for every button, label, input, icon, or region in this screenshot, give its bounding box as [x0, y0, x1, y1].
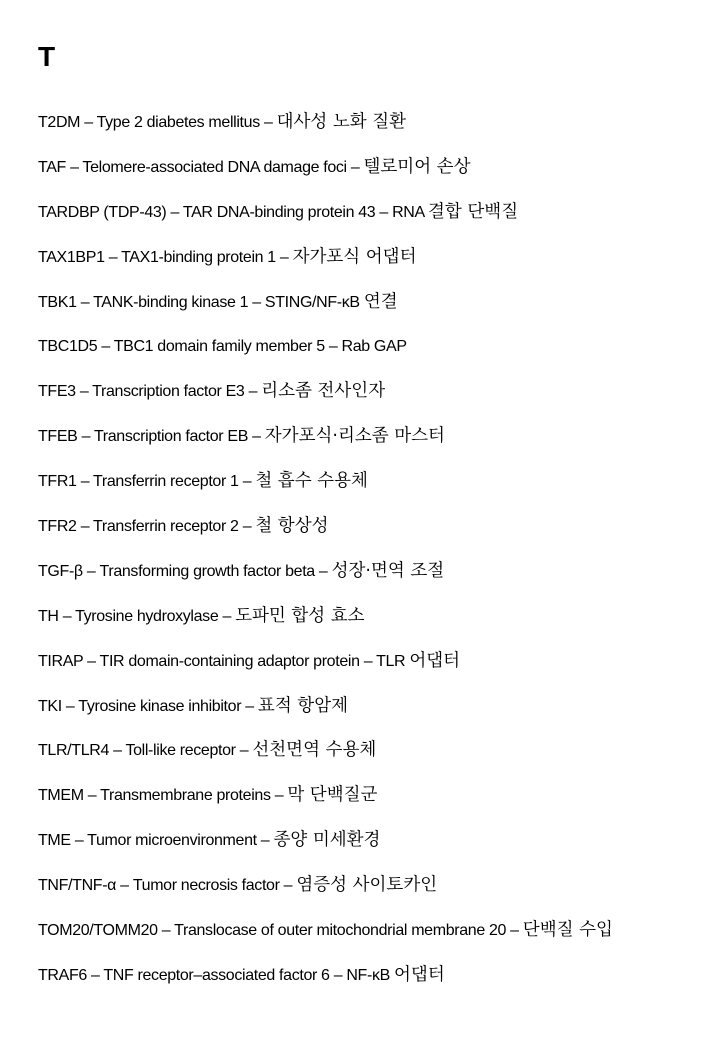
glossary-entry — [38, 959, 718, 1004]
glossary-entry — [38, 510, 718, 555]
glossary-entry — [38, 286, 718, 331]
entry-korean-gloss: 성장·면역 조절 — [331, 560, 445, 581]
entry-korean-gloss: 표적 항암제 — [257, 695, 349, 716]
entry-term: TIRAP – TIR domain-containing adaptor protein – TLR — [38, 652, 410, 670]
entry-korean-gloss: 자가포식 어댑터 — [292, 246, 417, 267]
entry-korean-gloss: 연결 — [363, 291, 398, 312]
entry-term: TH – Tyrosine hydroxylase – — [38, 607, 236, 625]
glossary-entry — [38, 465, 718, 510]
entry-term: TMEM – Transmembrane proteins – — [38, 787, 288, 805]
entry-korean-gloss: 자가포식·리소좀 마스터 — [264, 426, 445, 447]
entry-korean-gloss: 대사성 노화 질환 — [276, 112, 407, 132]
glossary-entry — [38, 330, 718, 375]
glossary-entry — [38, 779, 718, 824]
entry-term: TFR2 – Transferrin receptor 2 – — [38, 518, 256, 536]
glossary-entry — [38, 869, 718, 914]
entry-korean-gloss: 막 단백질군 — [287, 785, 378, 806]
entry-term: TAX1BP1 – TAX1-binding protein 1 – — [38, 248, 293, 266]
glossary-entry — [38, 690, 718, 735]
glossary-entry — [38, 106, 718, 151]
entry-term: TLR/TLR4 – Toll-like receptor – — [38, 742, 253, 760]
entry-term: TARDBP (TDP-43) – TAR DNA-binding protein 43 – RNA — [38, 203, 429, 221]
entry-korean-gloss: 리소좀 전사인자 — [261, 381, 386, 402]
entry-korean-gloss: 종양 미세환경 — [273, 830, 381, 851]
entry-term: TME – Tumor microenvironment – — [38, 832, 274, 850]
entry-korean-gloss: 어댑터 — [409, 650, 461, 671]
entry-korean-gloss: 염증성 사이토카인 — [296, 875, 438, 896]
entry-term: TBC1D5 – TBC1 domain family member 5 – Rab GAP — [38, 338, 407, 356]
glossary-entry — [38, 375, 718, 420]
glossary-entry — [38, 555, 718, 600]
entry-term: TFR1 – Transferrin receptor 1 – — [38, 473, 256, 491]
glossary-entry — [38, 824, 718, 869]
entry-korean-gloss: 텔로미어 손상 — [363, 156, 471, 177]
entry-term: TAF – Telomere-associated DNA damage foci – — [38, 158, 364, 176]
entry-term: TGF-β – Transforming growth factor beta – — [38, 562, 332, 580]
entry-term: TOM20/TOMM20 – Translocase of outer mitochondrial membrane 20 – — [38, 922, 523, 940]
entry-korean-gloss: 도파민 합성 효소 — [235, 605, 365, 626]
entry-korean-gloss: 철 흡수 수용체 — [255, 471, 368, 492]
glossary-entry — [38, 196, 718, 241]
glossary-entry-list — [38, 106, 718, 1004]
glossary-entry — [38, 151, 718, 196]
entry-korean-gloss: 철 항상성 — [255, 516, 329, 537]
entry-term: TKI – Tyrosine kinase inhibitor – — [38, 697, 258, 715]
glossary-entry — [38, 420, 718, 465]
entry-korean-gloss: 선천면역 수용체 — [252, 740, 377, 761]
glossary-entry — [38, 241, 718, 286]
entry-term: TFE3 – Transcription factor E3 – — [38, 383, 262, 401]
entry-korean-gloss: 결합 단백질 — [428, 201, 519, 222]
entry-term: TFEB – Transcription factor EB – — [38, 428, 265, 446]
glossary-entry — [38, 914, 718, 959]
section-letter-heading: T — [38, 41, 56, 72]
entry-korean-gloss: 어댑터 — [394, 964, 445, 985]
entry-term: TRAF6 – TNF receptor–associated factor 6 – NF-κB — [38, 966, 395, 984]
entry-term: T2DM – Type 2 diabetes mellitus – — [38, 114, 277, 131]
glossary-entry — [38, 645, 718, 690]
glossary-entry — [38, 734, 718, 779]
entry-korean-gloss: 단백질 수입 — [522, 920, 613, 941]
entry-term: TBK1 – TANK-binding kinase 1 – STING/NF-κB — [38, 293, 364, 311]
entry-term: TNF/TNF-α – Tumor necrosis factor – — [38, 877, 297, 895]
glossary-entry — [38, 600, 718, 645]
